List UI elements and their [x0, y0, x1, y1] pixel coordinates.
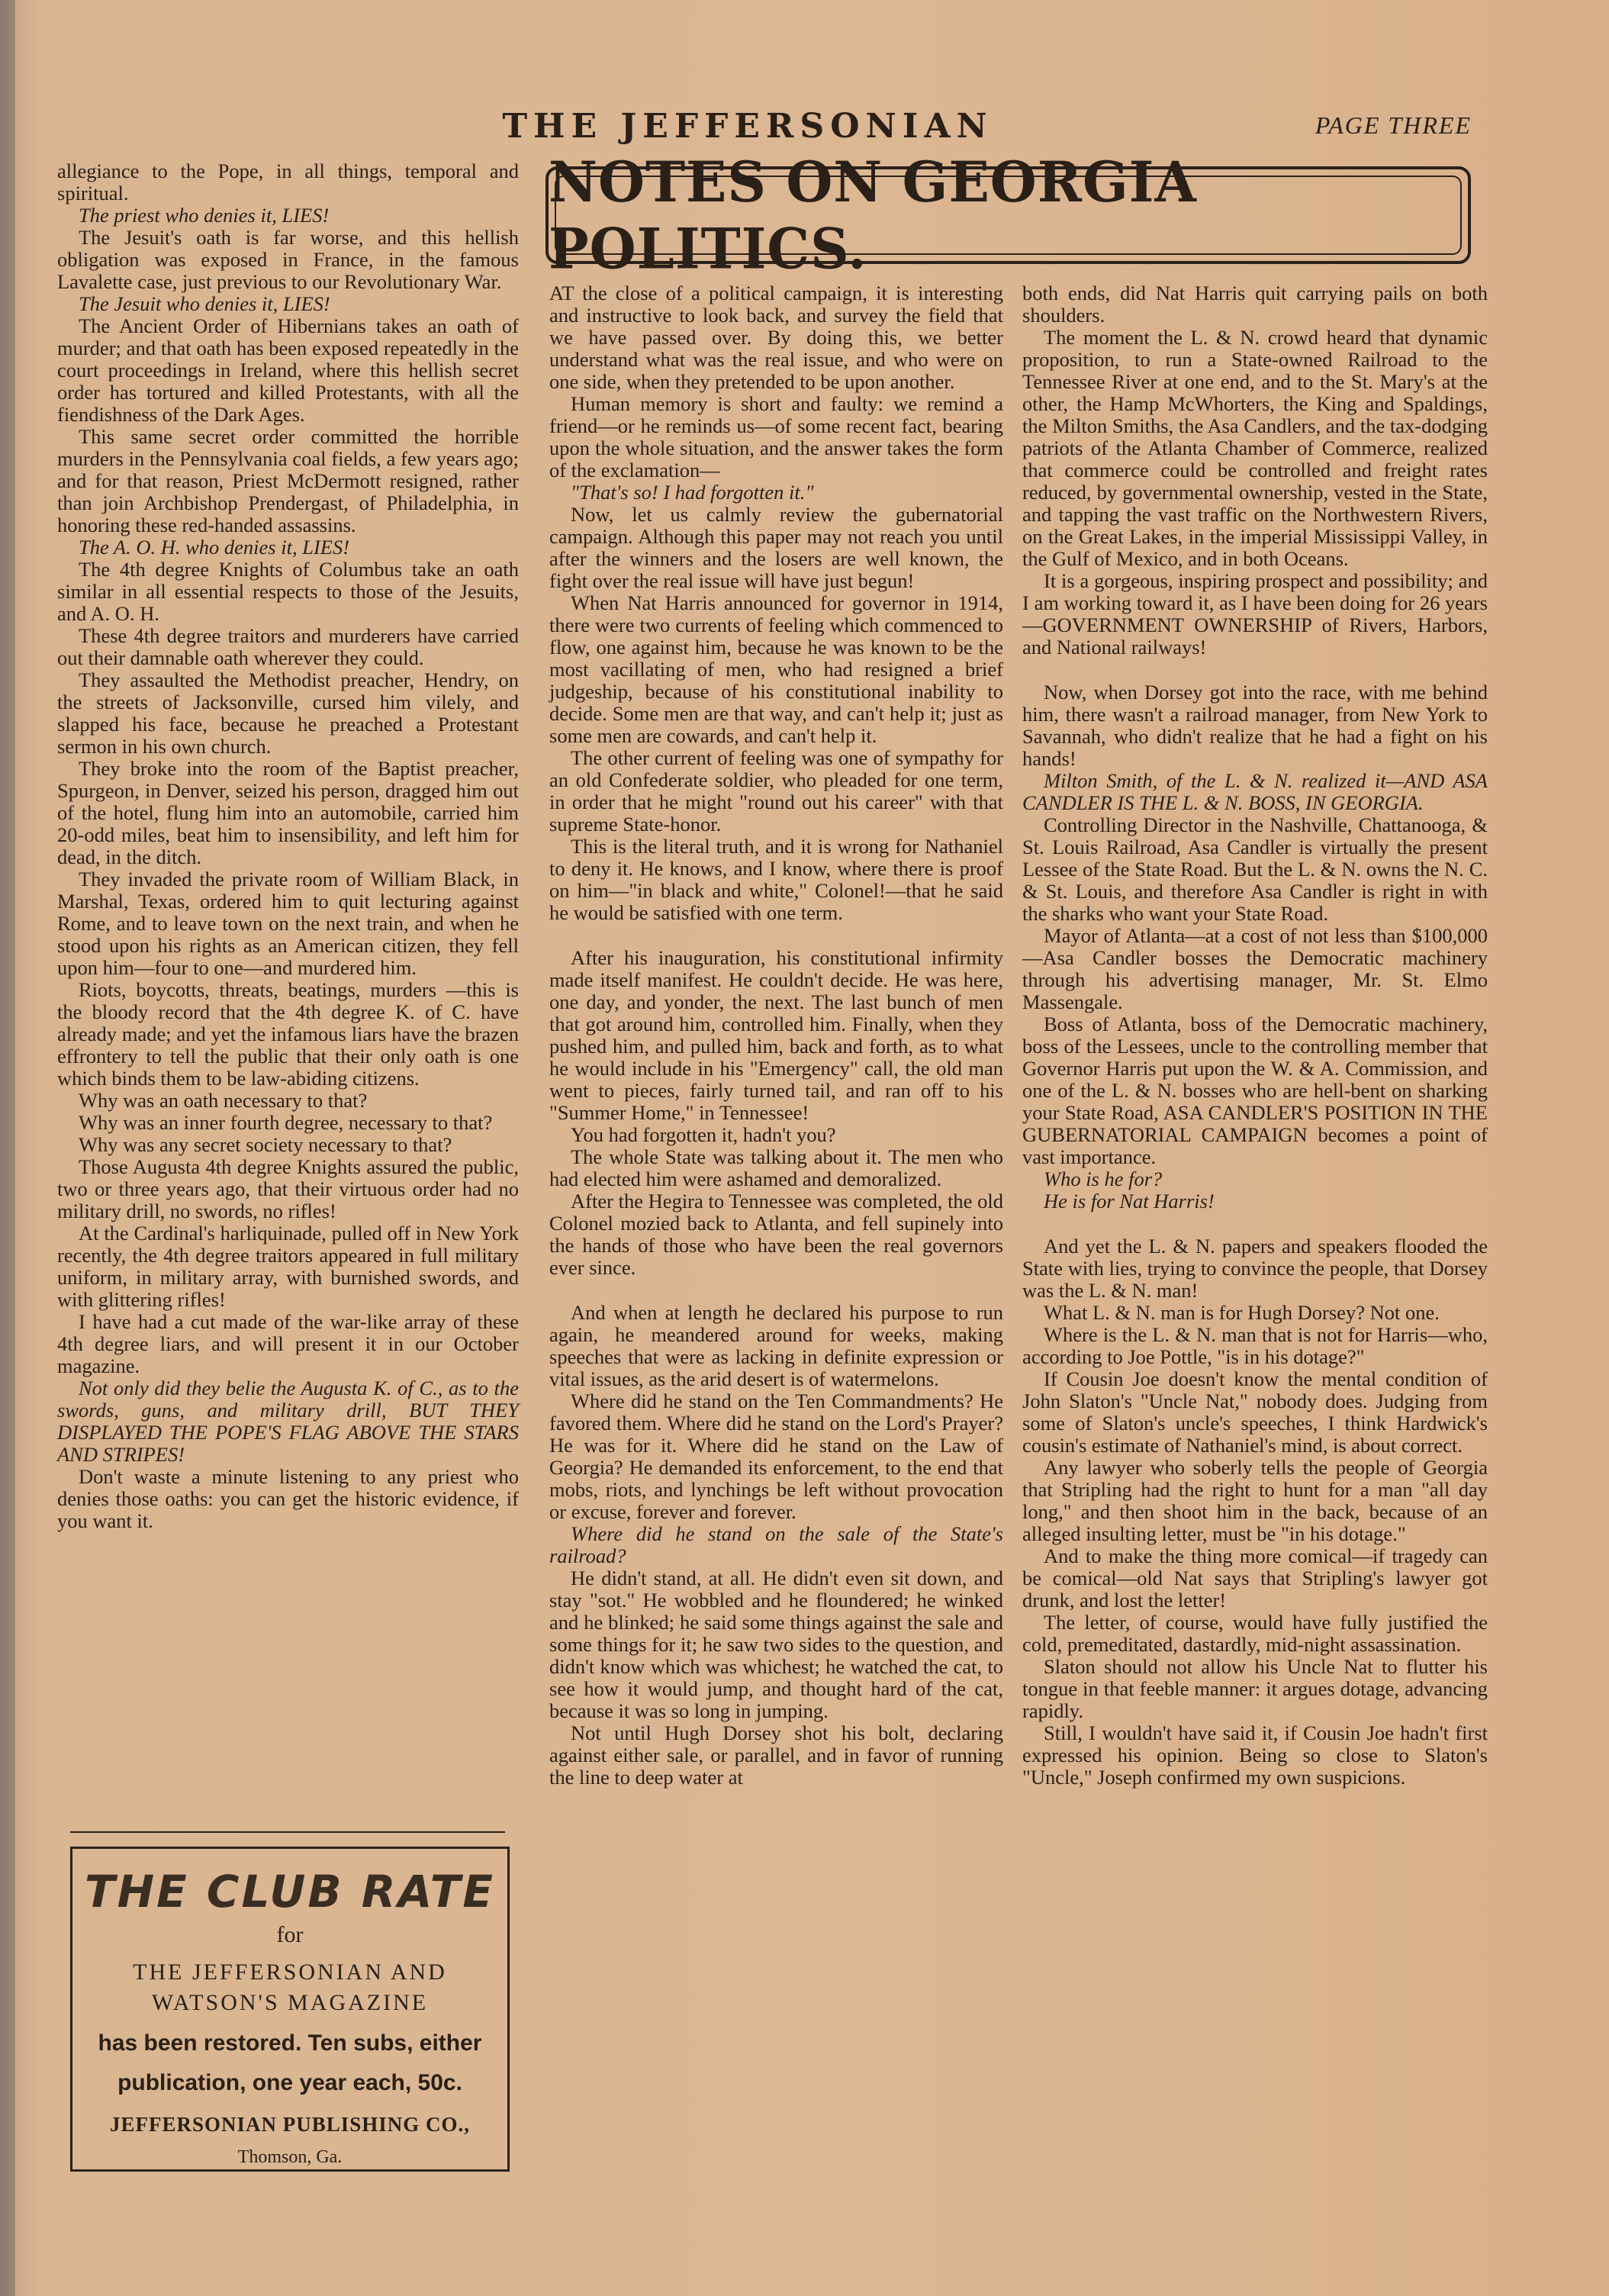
paragraph: The other current of feeling was one of sympathy for an old Confederate soldier, who pleaded for one term, in order that he might "round out his career" with that supreme State-honor.	[549, 746, 1003, 836]
ad-restored-line1: has been restored. Ten subs, either	[98, 2030, 482, 2056]
paragraph: Those Augusta 4th degree Knights assured the public, two or three years ago, that their virtuous order had no military drill, no swords, no rifles!	[57, 1155, 519, 1222]
paragraph: Now, let us calmly review the gubernatorial campaign. Although this paper may not reach you until after the winners and the losers are well known, the fight over the real issue will have just begun!	[549, 503, 1003, 592]
paragraph: I have had a cut made of the war-like array of these 4th degree liars, and will present it in our October magazine.	[57, 1310, 519, 1377]
paragraph: He didn't stand, at all. He didn't even sit down, and stay "sot." He wobbled and he floundered; he winked and he blinked; he said some things against the sale and some things for it; he saw two sides to the question, and didn't know which was whichest; he watched the cat, to see how it would jump, and thought hard of the cat, because it was so long in jumping.	[549, 1567, 1003, 1722]
paragraph: They broke into the room of the Baptist preacher, Spurgeon, in Denver, seized his person, dragged him out of the hotel, flung him into an automobile, carried him 20-odd miles, beat him to insensibility, and left him for dead, in the ditch.	[57, 757, 519, 868]
paragraph: The A. O. H. who denies it, LIES!	[79, 536, 350, 559]
club-rate-ad	[70, 1847, 510, 2172]
paragraph: What L. & N. man is for Hugh Dorsey? Not one.	[1044, 1301, 1440, 1324]
ad-title: THE CLUB RATE	[85, 1866, 495, 1918]
paragraph: Where did he stand on the Ten Commandments? He favored them. Where did he stand on the Lord's Prayer? He was for it. Where did he stand on the Law of Georgia? He demanded its enforcement, to the end that mobs, riots, and lynchings be left without provocation or excuse, forever and forever.	[549, 1390, 1003, 1523]
paragraph: Human memory is short and faulty: we remind a friend—or he reminds us—of some recent fact, bearing upon the whole situation, and the answer takes the form of the exclamation—	[549, 392, 1003, 481]
paragraph: It is a gorgeous, inspiring prospect and possibility; and I am working toward it, as I have been doing for 26 years—GOVERNMENT OWNERSHIP of Rivers, Harbors, and National railways!	[1022, 569, 1488, 659]
paragraph: both ends, did Nat Harris quit carrying pails on both shoulders.	[1022, 282, 1488, 327]
paragraph: When Nat Harris announced for governor in 1914, there were two currents of feeling which commenced to flow, one against him, because he was known to be the most vacillating of men, who had resigned a brief judgeship, because of his constitutional inability to decide. Some men are that way, and can't help it; just as some men are cowards, and can't help it.	[549, 591, 1003, 747]
paragraph: The Jesuit's oath is far worse, and this hellish obligation was exposed in France, in the famous Lavalette case, just previous to our Revolutionary War.	[57, 226, 519, 293]
paragraph: The 4th degree Knights of Columbus take an oath similar in all essential respects to those of the Jesuits, and A. O. H.	[57, 558, 519, 625]
paragraph: This same secret order committed the horrible murders in the Pennsylvania coal fields, a few years ago; and for that reason, Priest McDermott resigned, rather than join Archbishop Prendergast, of Philadelphia, in honoring these red-handed assassins.	[57, 425, 519, 536]
masthead: THE JEFFERSONIAN	[502, 107, 993, 146]
article-title: NOTES ON GEORGIA POLITICS.	[549, 148, 1197, 282]
paragraph: And to make the thing more comical—if tragedy can be comical—old Nat says that Stripling's lawyer got drunk, and lost the letter!	[1022, 1544, 1488, 1612]
paragraph: Mayor of Atlanta—at a cost of not less than $100,000—Asa Candler bosses the Democratic machinery through his advertising manager, Mr. St. Elmo Massengale.	[1022, 924, 1488, 1013]
paragraph: Slaton should not allow his Uncle Nat to flutter his tongue in that feeble manner: it argues dotage, advancing rapidly.	[1022, 1655, 1488, 1722]
paragraph: Who is he for?	[1044, 1167, 1163, 1190]
column-right	[1022, 282, 1488, 1789]
paragraph: This is the literal truth, and it is wrong for Nathaniel to deny it. He knows, and I know, where there is proof on him—"in black and white," Colonel!—that he said he would be satisfied with one term.	[549, 835, 1003, 924]
paragraph: Riots, boycotts, threats, beatings, murders —this is the bloody record that the 4th degree K. of C. have already made; and yet the infamous liars have the brazen effrontery to tell the public that their only oath is one which binds them to be law-abiding citizens.	[57, 978, 519, 1090]
paragraph: "That's so! I had forgotten it."	[571, 481, 814, 504]
paragraph: The letter, of course, would have fully justified the cold, premeditated, dastardly, mid-night assassination.	[1022, 1611, 1488, 1656]
paragraph: Not until Hugh Dorsey shot his bolt, declaring against either sale, or parallel, and in favor of running the line to deep water at	[549, 1721, 1003, 1789]
paragraph: The moment the L. & N. crowd heard that dynamic proposition, to run a State-owned Railroad to the Tennessee River at one end, and to the St. Mary's at the other, the Hamp McWhorters, the King and Spaldings, the Milton Smiths, the Asa Candlers, and the tax-dodging patriots of the Atlanta Chamber of Commerce, realized that commerce could be controlled and freight rates reduced, by governmental ownership, vested in the State, and tapping the vast traffic on the Northwestern Rivers, on the Great Lakes, in the imperial Mississippi Valley, in the Gulf of Mexico, and in both Oceans.	[1022, 326, 1488, 570]
paragraph: Why was an inner fourth degree, necessary to that?	[79, 1111, 493, 1134]
paragraph: Why was an oath necessary to that?	[79, 1089, 368, 1112]
paragraph: The Ancient Order of Hibernians takes an oath of murder; and that oath has been exposed repeatedly in the court proceedings in Ireland, where this hellish secret order has tortured and killed Protestants, with all the fiendishness of the Dark Ages.	[57, 314, 519, 426]
paragraph: Controlling Director in the Nashville, Chattanooga, & St. Louis Railroad, Asa Candler is virtually the present Lessee of the State Road. But the L. & N. owns the N. C. & St. Louis, and therefore Asa Candler is right in with the sharks who want your State Road.	[1022, 813, 1488, 925]
paragraph: If Cousin Joe doesn't know the mental condition of John Slaton's "Uncle Nat," nobody does. Judging from some of Slaton's uncle's speeches, I think Hardwick's cousin's estimate of Nathaniel's mind, is about correct.	[1022, 1367, 1488, 1457]
paragraph: Milton Smith, of the L. & N. realized it—AND ASA CANDLER IS THE L. & N. BOSS, IN GEORGIA.	[1022, 769, 1488, 814]
ad-publisher: JEFFERSONIAN PUBLISHING CO.,	[109, 2113, 471, 2136]
article-banner	[545, 148, 1471, 282]
ad-publications-line2: WATSON'S MAGAZINE	[151, 1990, 429, 2015]
paragraph: Where is the L. & N. man that is not for Harris—who, according to Joe Pottle, "is in his dotage?"	[1022, 1323, 1488, 1368]
paragraph: Still, I wouldn't have said it, if Cousin Joe hadn't first expressed his opinion. Being so close to Slaton's "Uncle," Joseph confirmed my own suspicions.	[1022, 1721, 1488, 1789]
paragraph: After his inauguration, his constitutional infirmity made itself manifest. He couldn't decide. He was here, one day, and yonder, the next. The last bunch of men that got around him, controlled him. Finally, when they pushed him, and pulled him, back and forth, as to what he would include in his "Emergency" call, the old man went to pieces, fairly turned tail, and ran off to his "Summer Home," in Tennessee!	[549, 946, 1003, 1124]
ad-city: Thomson, Ga.	[237, 2147, 343, 2167]
paragraph: The priest who denies it, LIES!	[79, 204, 330, 227]
column-left	[57, 160, 519, 1532]
ad-restored-line2: publication, one year each, 50c.	[117, 2070, 462, 2095]
paragraph: And when at length he declared his purpose to run again, he meandered around for weeks, making speeches that were as lacking in definite expression or vital issues, as the arid desert is of watermelons.	[549, 1301, 1003, 1390]
paragraph: And yet the L. & N. papers and speakers flooded the State with lies, trying to convince the people, that Dorsey was the L. & N. man!	[1022, 1235, 1488, 1302]
paragraph: Not only did they belie the Augusta K. of C., as to the swords, guns, and military drill, BUT THEY DISPLAYED THE POPE'S FLAG ABOVE THE STARS AND STRIPES!	[57, 1377, 519, 1466]
paragraph: Boss of Atlanta, boss of the Democratic machinery, boss of the Lessees, uncle to the controlling member that Governor Harris put upon the W. & A. Commission, and one of the L. & N. bosses who are hell-bent on sharking your State Road, ASA CANDLER'S POSITION IN THE GUBERNATORIAL CAMPAIGN becomes a point of vast importance.	[1022, 1013, 1488, 1168]
paragraph: At the Cardinal's harliquinade, pulled off in New York recently, the 4th degree traitors appeared in full military uniform, in military array, with burnished swords, and with glittering rifles!	[57, 1222, 519, 1311]
paragraph: The Jesuit who denies it, LIES!	[79, 292, 330, 315]
binding-gutter	[0, 0, 15, 2296]
divider	[70, 1831, 505, 1833]
paragraph: The whole State was talking about it. The men who had elected him were ashamed and demoralized.	[549, 1145, 1003, 1190]
ad-for: for	[276, 1922, 304, 1947]
ad-publications-line1: THE JEFFERSONIAN AND	[133, 1959, 447, 1985]
paragraph: Now, when Dorsey got into the race, with me behind him, there wasn't a railroad manager, from New York to Savannah, who didn't realize that he had a fight on his hands!	[1022, 681, 1488, 770]
paragraph: Any lawyer who soberly tells the people of Georgia that Stripling had the right to hunt for a man "all day long," and then shoot him in the back, because of an alleged insulting letter, must be "in his dotage."	[1022, 1456, 1488, 1545]
paragraph: allegiance to the Pope, in all things, temporal and spiritual.	[57, 159, 519, 204]
column-middle	[549, 282, 1003, 1789]
paragraph: They invaded the private room of William Black, in Marshal, Texas, ordered him to quit lecturing against Rome, and to leave town on the next train, and when he stood upon his rights as an American citizen, they fell upon him—four to one—and murdered him.	[57, 868, 519, 979]
paragraph: After the Hegira to Tennessee was completed, the old Colonel mozied back to Atlanta, and fell supinely into the hands of those who have been the real governors ever since.	[549, 1190, 1003, 1279]
paragraph: Where did he stand on the sale of the State's railroad?	[549, 1522, 1003, 1567]
page-number: PAGE THREE	[1315, 111, 1472, 139]
paragraph: He is for Nat Harris!	[1044, 1190, 1215, 1212]
paragraph: You had forgotten it, hadn't you?	[571, 1123, 836, 1146]
paragraph: Why was any secret society necessary to that?	[79, 1133, 452, 1156]
paragraph: AT the close of a political campaign, it is interesting and instructive to look back, and survey the field that we have passed over. By doing this, we better understand what was the real issue, and who were on one side, when they pretended to be upon another.	[549, 282, 1003, 393]
paragraph: These 4th degree traitors and murderers have carried out their damnable oath wherever they could.	[57, 624, 519, 669]
paragraph: Don't waste a minute listening to any priest who denies those oaths: you can get the historic evidence, if you want it.	[57, 1465, 519, 1532]
paragraph: They assaulted the Methodist preacher, Hendry, on the streets of Jacksonville, cursed him vilely, and slapped his face, because he preached a Protestant sermon in his own church.	[57, 668, 519, 758]
